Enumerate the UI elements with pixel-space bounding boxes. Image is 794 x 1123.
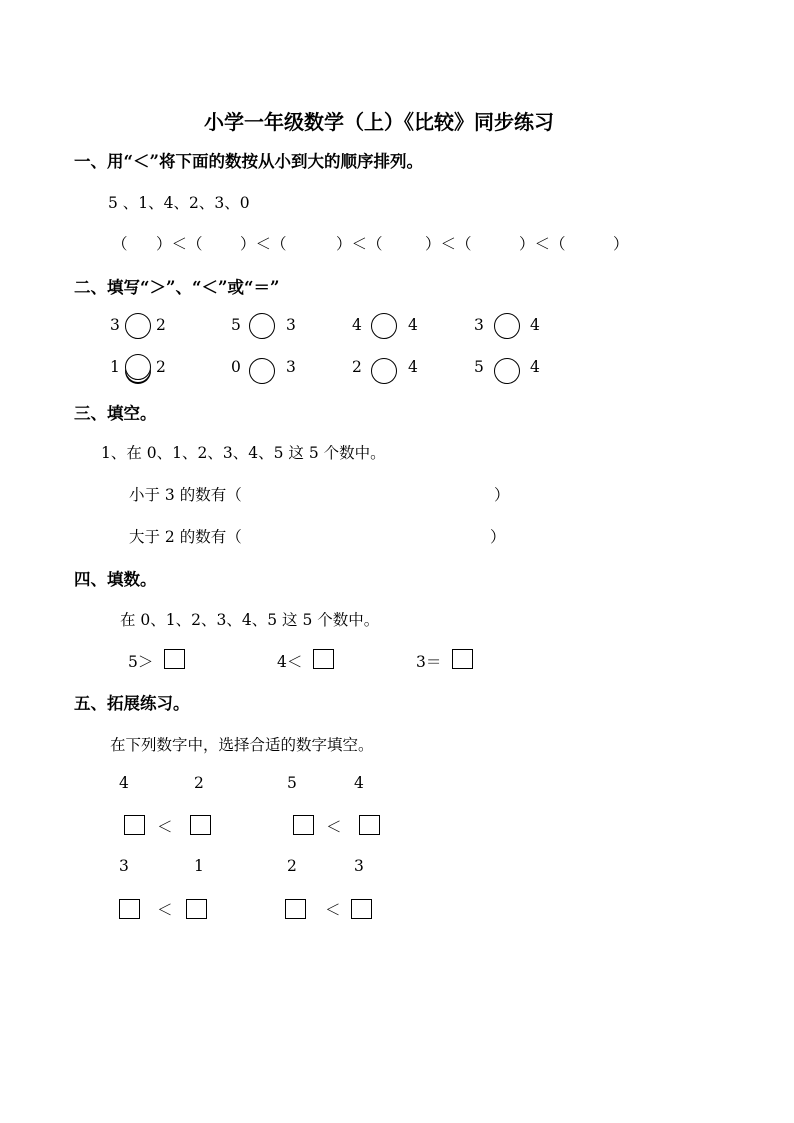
- compare-left-number: 4: [352, 316, 362, 334]
- section4-intro: 在 0、1、2、3、4、5 这 5 个数中。: [120, 611, 380, 629]
- compare-answer-circle[interactable]: [125, 313, 151, 339]
- answer-box[interactable]: [359, 815, 380, 835]
- compare-left-number: 3: [474, 316, 484, 334]
- candidate-number: 2: [194, 774, 204, 792]
- compare-answer-circle[interactable]: [249, 358, 275, 384]
- candidate-number: 2: [287, 857, 297, 875]
- answer-box[interactable]: [351, 899, 372, 919]
- fill-number-item: 4＜: [277, 653, 303, 671]
- page-title: 小学一年级数学（上）《比较》同步练习: [204, 110, 554, 134]
- fill-line-less-than-close: ）: [494, 486, 510, 504]
- answer-box[interactable]: [293, 815, 314, 835]
- compare-right-number: 2: [156, 358, 166, 376]
- compare-left-number: 5: [474, 358, 484, 376]
- compare-right-number: 4: [408, 358, 418, 376]
- fill-number-item: 5＞: [128, 653, 154, 671]
- section3-question: 1、在 0、1、2、3、4、5 这 5 个数中。: [101, 444, 386, 462]
- candidate-number: 3: [354, 857, 364, 875]
- slot-separator: ）＜（: [336, 235, 383, 253]
- answer-box[interactable]: [119, 899, 140, 919]
- answer-box[interactable]: [285, 899, 306, 919]
- compare-right-number: 4: [408, 316, 418, 334]
- section1-numbers: 5 、1、4、2、3、0: [108, 194, 250, 212]
- section1-heading: 一、用“＜”将下面的数按从小到大的顺序排列。: [74, 152, 423, 171]
- compare-right-number: 4: [530, 316, 540, 334]
- answer-box[interactable]: [190, 815, 211, 835]
- section3-heading: 三、填空。: [74, 404, 157, 423]
- fill-number-item: 3＝: [416, 653, 442, 671]
- compare-answer-circle[interactable]: [249, 313, 275, 339]
- compare-right-number: 4: [530, 358, 540, 376]
- slot-separator: ）＜（: [156, 235, 203, 253]
- compare-left-number: 5: [231, 316, 241, 334]
- compare-right-number: 2: [156, 316, 166, 334]
- compare-answer-circle[interactable]: [125, 354, 151, 380]
- fill-line-less-than: 小于 3 的数有（: [129, 486, 242, 504]
- candidate-number: 5: [287, 774, 297, 792]
- slot-separator: ）＜（: [519, 235, 566, 253]
- compare-answer-circle[interactable]: [494, 358, 520, 384]
- compare-left-number: 2: [352, 358, 362, 376]
- fill-number-box[interactable]: [313, 649, 334, 669]
- compare-left-number: 0: [231, 358, 241, 376]
- compare-answer-circle[interactable]: [494, 313, 520, 339]
- less-than-sign: ＜: [325, 901, 341, 919]
- candidate-number: 1: [194, 857, 204, 875]
- section5-intro: 在下列数字中，选择合适的数字填空。: [110, 736, 374, 754]
- section5-heading: 五、拓展练习。: [74, 694, 190, 713]
- candidate-number: 4: [119, 774, 129, 792]
- candidate-number: 4: [354, 774, 364, 792]
- candidate-number: 3: [119, 857, 129, 875]
- answer-box[interactable]: [124, 815, 145, 835]
- slot-separator: ）＜（: [425, 235, 472, 253]
- compare-right-number: 3: [286, 316, 296, 334]
- compare-answer-circle[interactable]: [371, 313, 397, 339]
- section4-heading: 四、填数。: [74, 570, 157, 589]
- slot-open: （: [112, 235, 128, 253]
- fill-line-greater-than: 大于 2 的数有（: [129, 528, 242, 546]
- fill-line-greater-than-close: ）: [490, 528, 506, 546]
- compare-answer-circle[interactable]: [371, 358, 397, 384]
- slot-separator: ）＜（: [240, 235, 287, 253]
- section2-heading: 二、填写“＞”、“＜”或“＝”: [74, 278, 280, 297]
- compare-left-number: 1: [110, 358, 120, 376]
- fill-number-box[interactable]: [452, 649, 473, 669]
- less-than-sign: ＜: [157, 901, 173, 919]
- compare-left-number: 3: [110, 316, 120, 334]
- compare-right-number: 3: [286, 358, 296, 376]
- less-than-sign: ＜: [157, 818, 173, 836]
- fill-number-box[interactable]: [164, 649, 185, 669]
- slot-close: ）: [613, 235, 629, 253]
- answer-box[interactable]: [186, 899, 207, 919]
- less-than-sign: ＜: [326, 818, 342, 836]
